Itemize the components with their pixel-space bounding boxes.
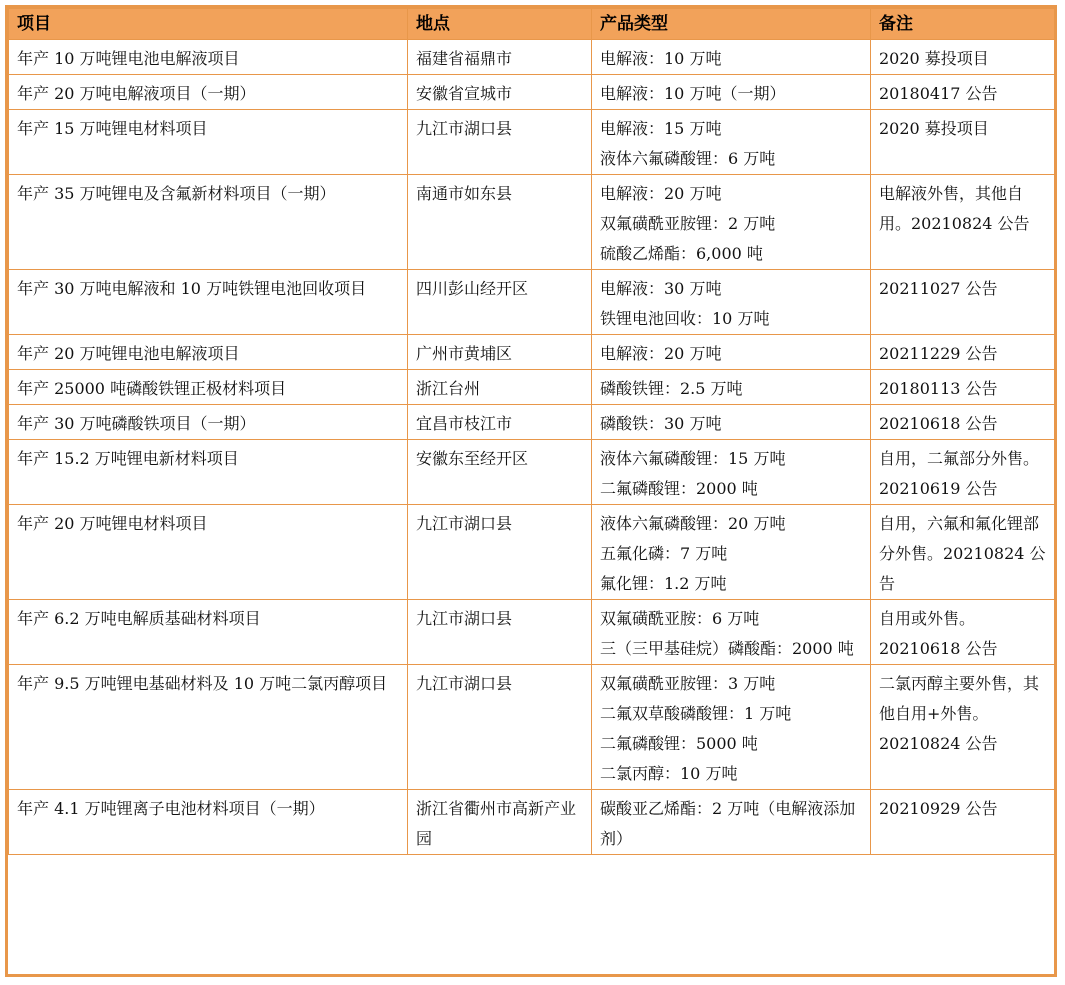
cell-note — [871, 665, 1055, 790]
note-line: 20211229 公告 — [879, 344, 998, 363]
cell-product-type — [592, 370, 871, 405]
product-line: 电解液：10 万吨 — [600, 49, 722, 68]
cell-project: 年产 15.2 万吨锂电新材料项目 — [9, 440, 408, 505]
product-line: 碳酸亚乙烯酯：2 万吨（电解液添加剂） — [600, 799, 856, 848]
cell-project: 年产 20 万吨锂电材料项目 — [9, 505, 408, 600]
product-line: 磷酸铁锂：2.5 万吨 — [600, 379, 743, 398]
table-row — [9, 665, 1055, 790]
cell-product-type — [592, 790, 871, 855]
product-line: 二氟磷酸锂：2000 吨 — [600, 479, 758, 498]
table-row — [9, 175, 1055, 270]
cell-product-type — [592, 405, 871, 440]
product-line: 二氟磷酸锂：5000 吨 — [600, 734, 758, 753]
cell-note — [871, 335, 1055, 370]
product-line: 双氟磺酰亚胺：6 万吨 — [600, 609, 760, 628]
note-line: 自用，六氟和氟化锂部分外售。20210824 公告 — [879, 514, 1046, 593]
product-line: 电解液：15 万吨 — [600, 119, 722, 138]
header-project: 项目 — [9, 9, 408, 40]
product-line: 液体六氟磷酸锂：20 万吨 — [600, 514, 786, 533]
table-row — [9, 440, 1055, 505]
note-line: 自用或外售。 — [879, 609, 976, 628]
table-row — [9, 40, 1055, 75]
header-location: 地点 — [408, 9, 592, 40]
product-line: 电解液：20 万吨 — [600, 184, 722, 203]
cell-location: 安徽东至经开区 — [408, 440, 592, 505]
cell-project: 年产 35 万吨锂电及含氟新材料项目（一期） — [9, 175, 408, 270]
product-line: 电解液：10 万吨（一期） — [600, 84, 786, 103]
product-line: 电解液：30 万吨 — [600, 279, 722, 298]
cell-note — [871, 40, 1055, 75]
cell-location: 九江市湖口县 — [408, 600, 592, 665]
cell-product-type — [592, 665, 871, 790]
cell-location: 福建省福鼎市 — [408, 40, 592, 75]
note-line: 20210824 公告 — [879, 734, 998, 753]
product-line: 三（三甲基硅烷）磷酸酯：2000 吨 — [600, 639, 854, 658]
cell-project: 年产 10 万吨锂电池电解液项目 — [9, 40, 408, 75]
product-line: 液体六氟磷酸锂：6 万吨 — [600, 149, 776, 168]
product-line: 五氟化磷：7 万吨 — [600, 544, 728, 563]
cell-location: 安徽省宣城市 — [408, 75, 592, 110]
table-row — [9, 790, 1055, 855]
cell-product-type — [592, 175, 871, 270]
cell-project: 年产 20 万吨电解液项目（一期） — [9, 75, 408, 110]
cell-product-type — [592, 75, 871, 110]
project-table-frame — [5, 5, 1057, 977]
cell-note — [871, 405, 1055, 440]
cell-project: 年产 30 万吨电解液和 10 万吨铁锂电池回收项目 — [9, 270, 408, 335]
product-line: 磷酸铁：30 万吨 — [600, 414, 722, 433]
cell-product-type — [592, 110, 871, 175]
cell-location: 九江市湖口县 — [408, 110, 592, 175]
cell-product-type — [592, 440, 871, 505]
cell-product-type — [592, 335, 871, 370]
cell-product-type — [592, 270, 871, 335]
table-row — [9, 405, 1055, 440]
product-line: 双氟磺酰亚胺锂：2 万吨 — [600, 214, 776, 233]
product-line: 液体六氟磷酸锂：15 万吨 — [600, 449, 786, 468]
cell-note — [871, 440, 1055, 505]
cell-project: 年产 6.2 万吨电解质基础材料项目 — [9, 600, 408, 665]
cell-note — [871, 75, 1055, 110]
cell-project: 年产 30 万吨磷酸铁项目（一期） — [9, 405, 408, 440]
cell-project: 年产 15 万吨锂电材料项目 — [9, 110, 408, 175]
table-header-row — [9, 9, 1055, 40]
note-line: 20210929 公告 — [879, 799, 998, 818]
cell-location: 南通市如东县 — [408, 175, 592, 270]
table-row — [9, 600, 1055, 665]
product-line: 二氟双草酸磷酸锂：1 万吨 — [600, 704, 792, 723]
table-row — [9, 110, 1055, 175]
cell-location: 广州市黄埔区 — [408, 335, 592, 370]
cell-note — [871, 505, 1055, 600]
table-row — [9, 505, 1055, 600]
note-line: 20180113 公告 — [879, 379, 998, 398]
cell-location: 浙江台州 — [408, 370, 592, 405]
table-row — [9, 370, 1055, 405]
cell-note — [871, 370, 1055, 405]
table-row — [9, 335, 1055, 370]
cell-note — [871, 600, 1055, 665]
product-line: 电解液：20 万吨 — [600, 344, 722, 363]
product-line: 二氯丙醇：10 万吨 — [600, 764, 738, 783]
product-line: 铁锂电池回收：10 万吨 — [600, 309, 770, 328]
cell-location: 四川彭山经开区 — [408, 270, 592, 335]
cell-product-type — [592, 600, 871, 665]
note-line: 20210618 公告 — [879, 639, 998, 658]
cell-location: 九江市湖口县 — [408, 505, 592, 600]
cell-project: 年产 9.5 万吨锂电基础材料及 10 万吨二氯丙醇项目 — [9, 665, 408, 790]
cell-project: 年产 25000 吨磷酸铁锂正极材料项目 — [9, 370, 408, 405]
cell-note — [871, 175, 1055, 270]
product-line: 氟化锂：1.2 万吨 — [600, 574, 727, 593]
note-line: 2020 募投项目 — [879, 49, 989, 68]
note-line: 20180417 公告 — [879, 84, 998, 103]
cell-project: 年产 20 万吨锂电池电解液项目 — [9, 335, 408, 370]
table-row — [9, 270, 1055, 335]
cell-product-type — [592, 40, 871, 75]
cell-project: 年产 4.1 万吨锂离子电池材料项目（一期） — [9, 790, 408, 855]
cell-product-type — [592, 505, 871, 600]
note-line: 二氯丙醇主要外售，其他自用+外售。 — [879, 674, 1040, 723]
note-line: 20210618 公告 — [879, 414, 998, 433]
cell-note — [871, 790, 1055, 855]
table-body — [9, 40, 1055, 855]
header-product-type: 产品类型 — [592, 9, 871, 40]
table-row — [9, 75, 1055, 110]
note-line: 自用，二氟部分外售。20210619 公告 — [879, 449, 1040, 498]
cell-note — [871, 270, 1055, 335]
cell-location: 宜昌市枝江市 — [408, 405, 592, 440]
note-line: 电解液外售，其他自用。20210824 公告 — [879, 184, 1030, 233]
cell-note — [871, 110, 1055, 175]
product-line: 硫酸乙烯酯：6,000 吨 — [600, 244, 763, 263]
header-note: 备注 — [871, 9, 1055, 40]
product-line: 双氟磺酰亚胺锂：3 万吨 — [600, 674, 776, 693]
note-line: 20211027 公告 — [879, 279, 998, 298]
cell-location: 九江市湖口县 — [408, 665, 592, 790]
cell-location: 浙江省衢州市高新产业园 — [408, 790, 592, 855]
project-table — [8, 8, 1055, 855]
note-line: 2020 募投项目 — [879, 119, 989, 138]
